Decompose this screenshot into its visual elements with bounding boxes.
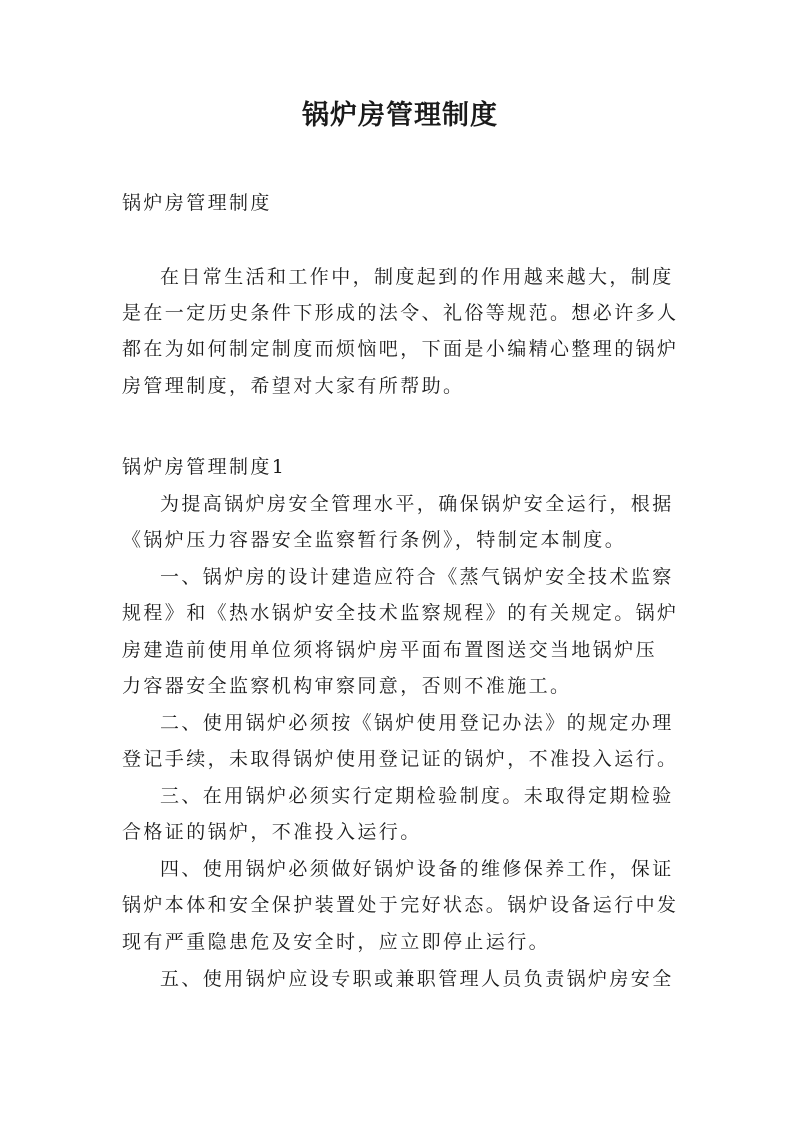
- body-line: 登记手续，未取得锅炉使用登记证的锅炉，不准投入运行。: [122, 748, 679, 770]
- body-line: 房建造前使用单位须将锅炉房平面布置图送交当地锅炉压: [122, 639, 658, 661]
- body-line: 五、使用锅炉应设专职或兼职管理人员负责锅炉房安全: [160, 968, 674, 990]
- body-line: 一、锅炉房的设计建造应符合《蒸气锅炉安全技术监察: [160, 566, 674, 588]
- body-line: 四、使用锅炉必须做好锅炉设备的维修保养工作，保证: [160, 858, 674, 880]
- body-line: 三、在用锅炉必须实行定期检验制度。未取得定期检验: [160, 785, 674, 807]
- body-line: 规程》和《热水锅炉安全技术监察规程》的有关规定。锅炉: [122, 602, 679, 624]
- intro-line: 都在为如何制定制度而烦恼吧，下面是小编精心整理的锅炉: [122, 338, 679, 360]
- body-line: 锅炉本体和安全保护装置处于完好状态。锅炉设备运行中发: [122, 894, 679, 916]
- section-heading: 锅炉房管理制度1: [122, 456, 287, 478]
- body-line: 二、使用锅炉必须按《锅炉使用登记办法》的规定办理: [160, 712, 674, 734]
- document-subtitle: 锅炉房管理制度: [122, 192, 272, 214]
- body-line: 为提高锅炉房安全管理水平，确保锅炉安全运行，根据: [160, 493, 674, 515]
- document-title: 锅炉房管理制度: [302, 100, 498, 131]
- intro-line: 房管理制度，希望对大家有所帮助。: [122, 375, 465, 397]
- intro-line: 是在一定历史条件下形成的法令、礼俗等规范。想必许多人: [122, 302, 679, 324]
- body-line: 力容器安全监察机构审察同意，否则不准施工。: [122, 675, 572, 697]
- intro-line: 在日常生活和工作中，制度起到的作用越来越大，制度: [160, 266, 674, 288]
- body-line: 现有严重隐患危及安全时，应立即停止运行。: [122, 931, 551, 953]
- body-line: 合格证的锅炉，不准投入运行。: [122, 821, 422, 843]
- body-line: 《锅炉压力容器安全监察暂行条例》，特制定本制度。: [122, 529, 627, 551]
